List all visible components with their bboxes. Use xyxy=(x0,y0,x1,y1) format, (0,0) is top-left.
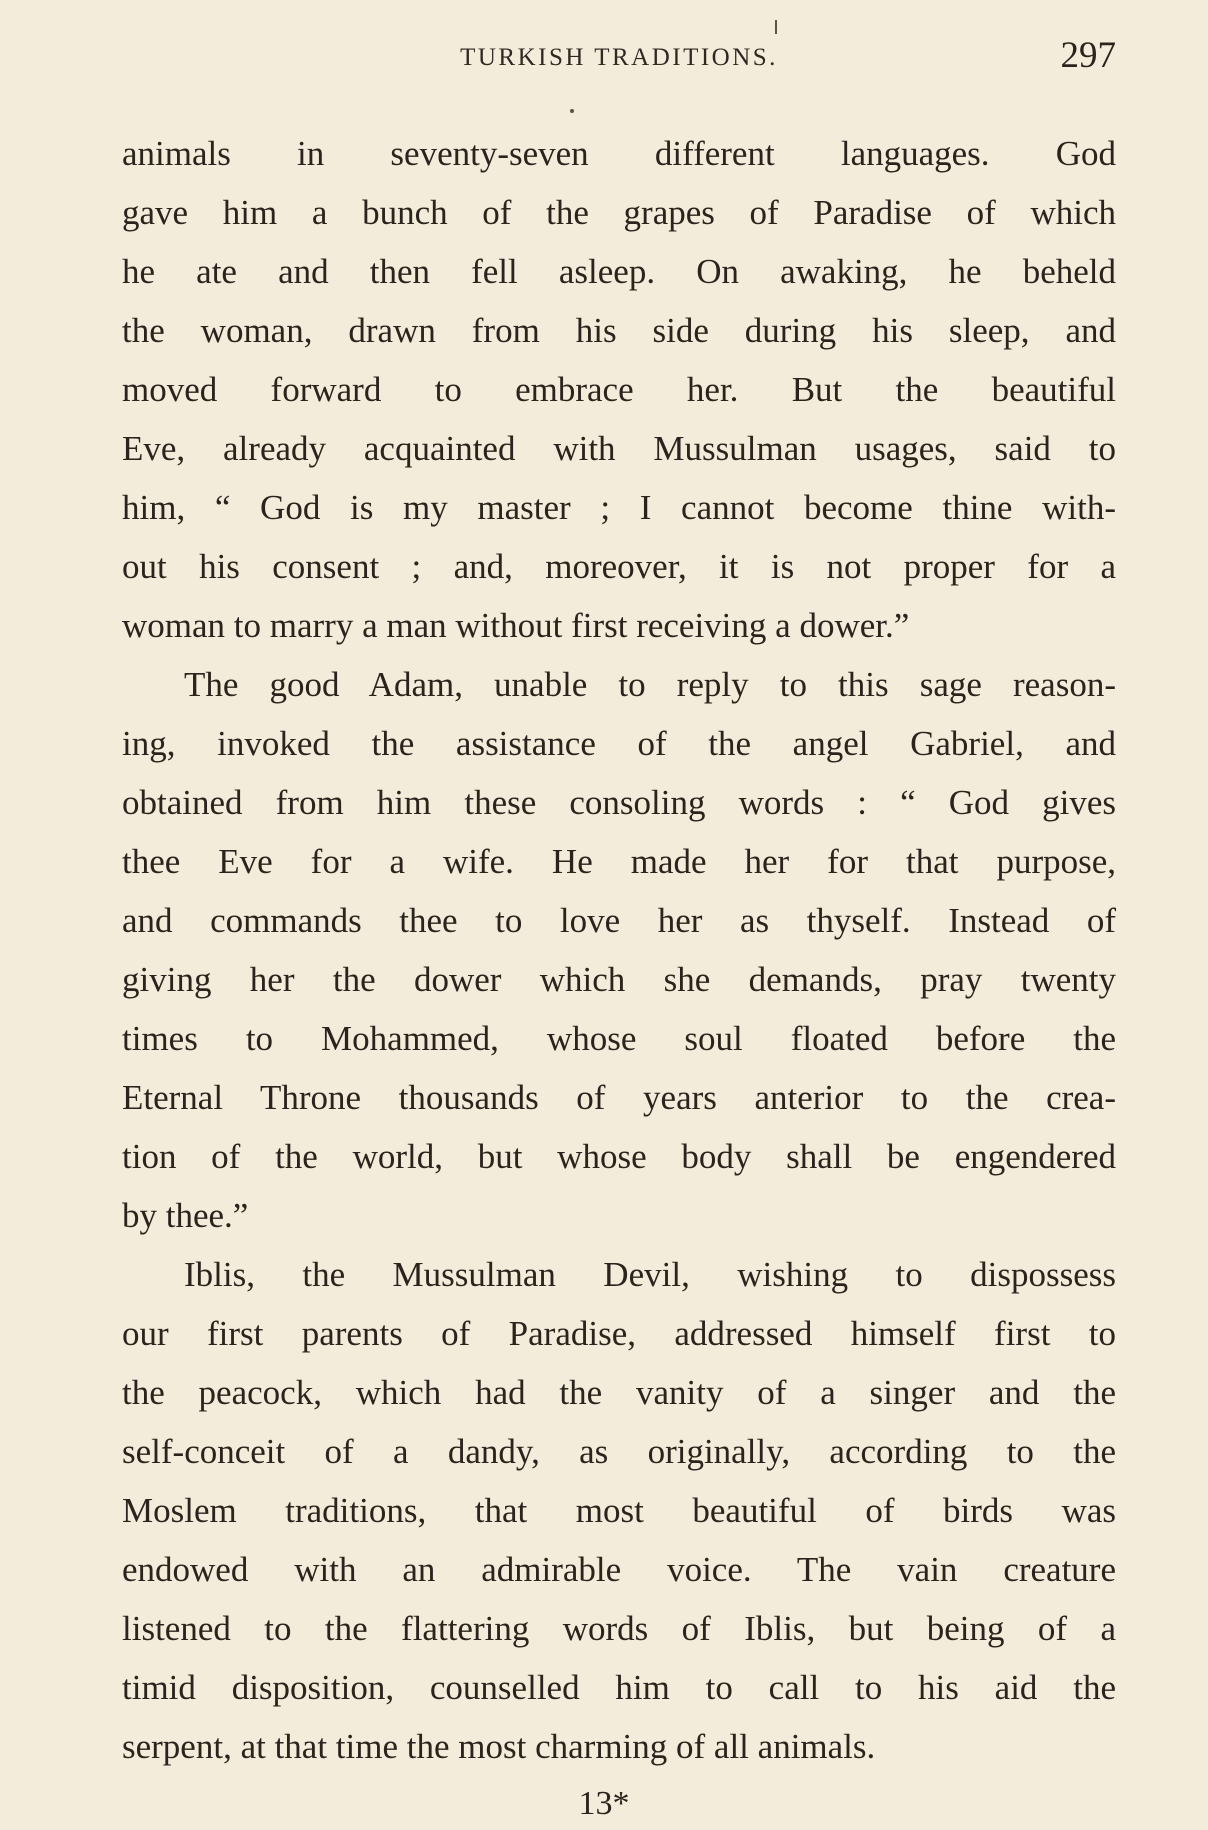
text-line-p1-7: him, “ God is my master ; I cannot become thine with- xyxy=(122,488,1116,527)
text-line-p2-10: by thee.” xyxy=(122,1196,249,1235)
text-line-p2-6: giving her the dower which she demands, pray twenty xyxy=(122,960,1116,999)
page-number: 297 xyxy=(1060,35,1116,76)
text-line-p2-5: and commands thee to love her as thyself. Instead of xyxy=(122,901,1116,940)
text-line-p3-3: the peacock, which had the vanity of a singer and the xyxy=(122,1373,1116,1412)
text-line-p1-9: woman to marry a man without first receiving a dower.” xyxy=(122,606,910,645)
text-line-p2-8: Eternal Throne thousands of years anterior to the crea- xyxy=(122,1078,1116,1117)
running-head xyxy=(122,34,1116,84)
text-line-p3-4: self-conceit of a dandy, as originally, according to the xyxy=(122,1432,1116,1471)
body-text xyxy=(122,124,1116,1776)
text-line-p3-9: serpent, at that time the most charming of all animals. xyxy=(122,1727,876,1766)
printer-mark-dot xyxy=(570,109,574,113)
text-line-p2-1: The good Adam, unable to reply to this sage reason- xyxy=(184,665,1116,704)
text-line-p3-7: listened to the flattering words of Iblis, but being of a xyxy=(122,1609,1116,1648)
text-line-p2-3: obtained from him these consoling words : “ God gives xyxy=(122,783,1116,822)
text-line-p3-1: Iblis, the Mussulman Devil, wishing to dispossess xyxy=(184,1255,1116,1294)
text-line-p3-8: timid disposition, counselled him to call to his aid the xyxy=(122,1668,1116,1707)
printer-mark-top xyxy=(775,20,777,34)
signature-mark: 13* xyxy=(578,1785,630,1822)
text-line-p1-8: out his consent ; and, moreover, it is not proper for a xyxy=(122,547,1116,586)
text-line-p3-2: our first parents of Paradise, addressed himself first to xyxy=(122,1314,1116,1353)
text-line-p1-5: moved forward to embrace her. But the beautiful xyxy=(122,370,1116,409)
text-line-p1-6: Eve, already acquainted with Mussulman usages, said to xyxy=(122,429,1116,468)
text-line-p3-6: endowed with an admirable voice. The vain creature xyxy=(122,1550,1116,1589)
text-line-p2-9: tion of the world, but whose body shall be engendered xyxy=(122,1137,1116,1176)
running-head-title: TURKISH TRADITIONS. xyxy=(460,44,778,71)
text-line-p2-7: times to Mohammed, whose soul floated before the xyxy=(122,1019,1116,1058)
text-line-p1-2: gave him a bunch of the grapes of Paradise of which xyxy=(122,193,1116,232)
text-line-p2-4: thee Eve for a wife. He made her for that purpose, xyxy=(122,842,1116,881)
text-line-p3-5: Moslem traditions, that most beautiful of birds was xyxy=(122,1491,1116,1530)
text-line-p1-4: the woman, drawn from his side during his sleep, and xyxy=(122,311,1116,350)
text-line-p2-2: ing, invoked the assistance of the angel Gabriel, and xyxy=(122,724,1116,763)
text-line-p1-1: animals in seventy-seven different languages. God xyxy=(122,134,1116,173)
text-line-p1-3: he ate and then fell asleep. On awaking, he beheld xyxy=(122,252,1116,291)
